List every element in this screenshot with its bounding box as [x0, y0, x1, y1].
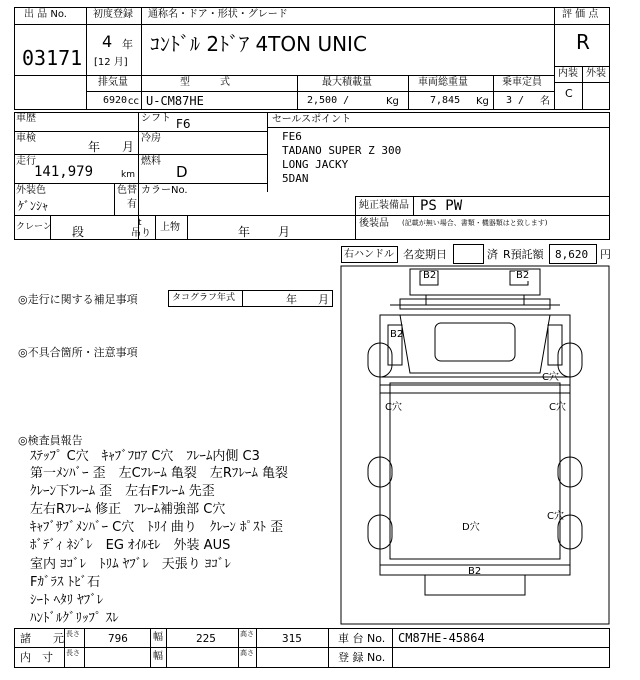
first-reg-month: [12 月] — [94, 57, 128, 68]
inner-length-label: 長さ — [66, 649, 80, 657]
gross-weight-unit: Kg — [476, 96, 489, 107]
defects-label: ◎不具合箇所・注意事項 — [18, 346, 138, 359]
max-load-unit: Kg — [386, 96, 399, 107]
chassis-label: 車 台 No. — [338, 632, 386, 645]
model-name-label: 通称名・ドア・形状・グレード — [148, 9, 288, 20]
shift-label: シフト — [141, 113, 171, 124]
capacity-value: 3 / — [506, 95, 525, 106]
sales-point-line: LONG JACKY — [282, 158, 349, 171]
model-name: ｺﾝﾄﾞﾙ 2ﾄﾞｱ 4TON UNIC — [150, 32, 367, 56]
r-deposit-unit: 円 — [600, 248, 611, 261]
aftermarket-label: 後装品 — [359, 218, 389, 229]
capacity-unit: 名 — [540, 96, 550, 107]
inspector-line: ｷｬﾌﾞｻﾌﾞﾒﾝﾊﾞｰ C穴 ﾄﾘｲ 曲り ｸﾚｰﾝ ﾎﾟｽﾄ 歪 — [30, 520, 284, 535]
upper-month-unit: 月 — [278, 225, 291, 239]
driving-notes-label: ◎走行に関する補足事項 — [18, 293, 138, 306]
chassis-number: CM87HE-45864 — [398, 631, 485, 645]
r-deposit-label: R預託額 — [503, 248, 544, 261]
interior-grade-value: C — [565, 87, 573, 100]
capacity-label: 乗車定員 — [502, 77, 542, 88]
first-reg-label: 初度登録 — [93, 9, 133, 20]
mileage-value: 141,979 — [34, 164, 94, 180]
inspector-line: 第一ﾒﾝﾊﾞｰ 歪 左Cﾌﾚｰﾑ 亀裂 左Rﾌﾚｰﾑ 亀裂 — [30, 466, 289, 481]
r-deposit-amount: 8,620 — [555, 248, 589, 261]
displacement-label: 排気量 — [98, 77, 128, 88]
displacement-unit: cc — [128, 96, 139, 107]
history-label: 車歴 — [16, 113, 36, 124]
color-change-label: 色替 — [117, 185, 137, 196]
lot-label: 出 品 No. — [24, 9, 67, 20]
damage-mark: B2 — [423, 270, 437, 281]
ac-label: 冷房 — [141, 133, 161, 144]
crane-t: t — [138, 218, 142, 228]
upper-label: 上物 — [160, 222, 180, 233]
first-reg-year: 4 — [102, 32, 113, 51]
damage-mark: C穴 — [547, 511, 564, 522]
grade-value: R — [576, 30, 590, 54]
width-value: 225 — [196, 632, 216, 645]
lot-number: 03171 — [22, 46, 83, 70]
crane-label: クレーン — [16, 222, 52, 232]
aftermarket-note: (記載が無い場合、書類・機器類はと致します) — [402, 219, 548, 227]
registration-label: 登 録 No. — [338, 651, 386, 664]
shift-value: F6 — [176, 117, 191, 131]
tacho-month-unit: 月 — [318, 293, 329, 306]
damage-mark: C穴 — [385, 402, 402, 413]
sales-point-line: 5DAN — [282, 172, 309, 185]
rhd-label: 右ハンドル — [344, 249, 394, 260]
inspector-line: ｽﾃｯﾌﾟ C穴 ｷｬﾌﾞﾌﾛｱ C穴 ﾌﾚｰﾑ内側 C3 — [30, 449, 260, 464]
max-load-value: 2,500 / — [307, 95, 350, 106]
first-reg-year-unit: 年 — [122, 38, 133, 51]
model-label: 型 式 — [180, 77, 230, 88]
name-change-date-box — [453, 244, 484, 264]
inspection-label: 車検 — [16, 133, 36, 144]
grade-label: 評 価 点 — [562, 9, 599, 20]
inspection-year-unit: 年 — [88, 140, 101, 154]
inspector-line: ﾊﾝﾄﾞﾙｸﾞﾘｯﾌﾟ ｽﾚ — [30, 611, 119, 626]
inspector-line: 左右Rﾌﾚｰﾑ 修正 ﾌﾚｰﾑ補強部 C穴 — [30, 502, 226, 517]
crane-dan: 段 — [72, 225, 85, 239]
footer-table — [14, 628, 610, 668]
fuel-value: D — [176, 163, 188, 181]
model-code: U-CM87HE — [146, 94, 204, 108]
sales-points-label: セールスポイント — [272, 114, 352, 125]
tow-label: 済 — [487, 248, 498, 261]
height-label: 高さ — [240, 630, 254, 638]
inspector-line: ﾎﾞﾃﾞｨ ﾈｼﾞﾚ EG ｵｲﾙﾓﾚ 外装 AUS — [30, 538, 231, 553]
inspector-line: ｼｰﾄ ﾍﾀﾘ ﾔﾌﾞﾚ — [30, 593, 104, 608]
inner-dims-label: 内 寸 — [20, 651, 53, 664]
inspection-month-unit: 月 — [122, 140, 135, 154]
dims-label: 諸 元 — [20, 632, 64, 645]
damage-mark: B2 — [468, 566, 482, 577]
damage-mark: C穴 — [549, 402, 566, 413]
damage-mark: C穴 — [542, 372, 559, 383]
sales-point-line: TADANO SUPER Z 300 — [282, 144, 402, 157]
max-load-label: 最大積載量 — [322, 77, 372, 88]
mileage-label: 走行 — [16, 156, 36, 167]
name-change-label: 名変期日 — [403, 248, 447, 261]
damage-mark: B2 — [390, 329, 404, 340]
inspector-line: 室内 ﾖｺﾞﾚ ﾄﾘﾑ ﾔﾌﾞﾚ 天張り ﾖｺﾞﾚ — [30, 557, 231, 572]
sales-point-line: FE6 — [282, 130, 302, 143]
crane-tsuri: 吊り — [131, 228, 151, 239]
damage-mark: B2 — [516, 270, 530, 281]
genuine-options-value: PS PW — [420, 198, 463, 214]
tacho-year-unit: 年 — [286, 293, 297, 306]
fuel-label: 燃料 — [141, 156, 161, 167]
upper-year-unit: 年 — [238, 225, 251, 239]
inner-width-label: 幅 — [153, 651, 163, 662]
displacement-value: 6920 — [103, 95, 128, 106]
color-no-label: カラーNo. — [141, 185, 188, 196]
color-value: ｹﾞﾝｼｬ — [18, 199, 49, 213]
damage-mark: D穴 — [462, 522, 480, 533]
gross-weight-label: 車両総重量 — [418, 77, 468, 88]
inspector-line: ｸﾚｰﾝ下ﾌﾚｰﾑ 歪 左右Fﾌﾚｰﾑ 先歪 — [30, 484, 215, 499]
length-value: 796 — [108, 632, 128, 645]
inspector-line: Fｶﾞﾗｽ ﾄﾋﾞ石 — [30, 575, 101, 590]
color-change-unit: 有 — [127, 199, 137, 210]
color-label: 外装色 — [16, 185, 46, 196]
inner-height-label: 高さ — [240, 649, 254, 657]
mileage-unit: km — [121, 170, 135, 180]
genuine-options-label: 純正装備品 — [359, 200, 409, 211]
tacho-label: タコグラフ年式 — [172, 293, 236, 303]
length-label: 長さ — [66, 630, 80, 638]
interior-grade-label: 内装 — [558, 68, 578, 79]
gross-weight-value: 7,845 — [430, 95, 461, 106]
inspector-report-label: ◎検査員報告 — [18, 434, 83, 447]
height-value: 315 — [282, 632, 302, 645]
exterior-grade-label: 外装 — [586, 68, 606, 79]
width-label: 幅 — [153, 632, 163, 643]
